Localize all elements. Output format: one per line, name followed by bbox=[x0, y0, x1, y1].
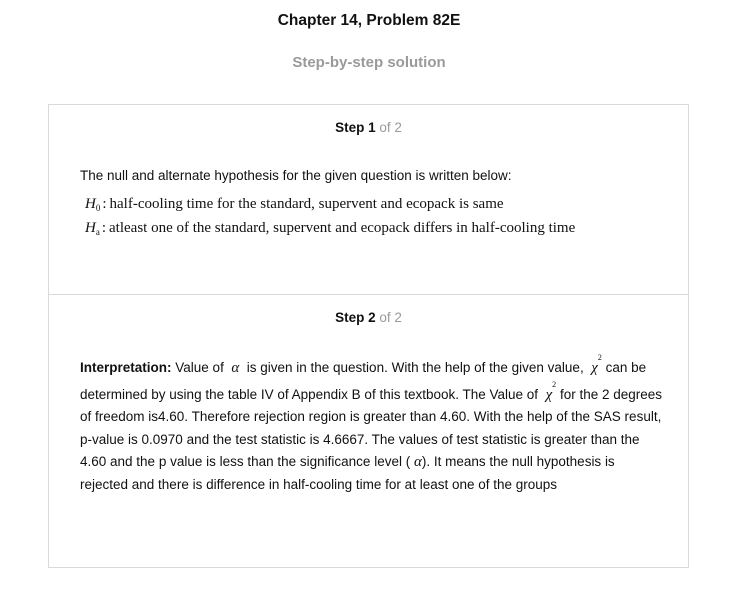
step-header-2 bbox=[49, 310, 688, 325]
alpha-symbol: α bbox=[231, 360, 240, 376]
interp-text-5: ). It means the null hypothesis is rejected and there is difference in half-cooling time for at least one of the groups bbox=[80, 454, 615, 492]
step-label: Step 2 bbox=[335, 310, 376, 325]
interp-text-1: Value of bbox=[175, 360, 224, 375]
ha-subscript: a bbox=[95, 227, 100, 237]
page-title: Chapter 14, Problem 82E bbox=[277, 12, 461, 29]
page-subtitle: Step-by-step solution bbox=[292, 54, 446, 71]
step-label: Step 1 bbox=[335, 120, 376, 135]
null-hypothesis: $H_0$ : half-cooling time for the standard, supervent and ecopack is same bbox=[85, 196, 504, 213]
chi-square-symbol: $\chi^2$ bbox=[545, 379, 557, 403]
ha-symbol: H bbox=[85, 220, 96, 236]
alternate-hypothesis: $H_a$ : atleast one of the standard, supervent and ecopack differs in half-cooling time bbox=[85, 220, 576, 237]
step-card-1 bbox=[48, 104, 689, 295]
step-count: of 2 bbox=[379, 120, 402, 135]
step-count: of 2 bbox=[379, 310, 402, 325]
h0-subscript: 0 bbox=[95, 203, 101, 213]
h0-symbol: H bbox=[85, 196, 96, 212]
step-card-2 bbox=[48, 294, 689, 568]
alpha-symbol: α bbox=[413, 454, 422, 471]
ha-text: atleast one of the standard, supervent and ecopack differs in half-cooling time bbox=[109, 220, 576, 236]
interpretation-paragraph bbox=[80, 353, 665, 497]
interp-text-3: can be determined by using the table IV of Appendix B of this textbook. The Value of bbox=[80, 360, 647, 402]
interpretation-label: Interpretation: bbox=[80, 360, 172, 375]
h0-text: half-cooling time for the standard, supervent and ecopack is same bbox=[109, 196, 504, 212]
chi-square-symbol: $\chi^2$ bbox=[591, 353, 602, 376]
interp-text-2: is given in the question. With the help of the given value, bbox=[246, 360, 584, 375]
interp-text-4: for the 2 degrees of freedom is4.60. Therefore rejection region is greater than 4.60. With the help of the SAS result, p-value is 0.0970 and the test statistic is 4.6667. The values of test statistic is greater than the 4.60 and the p value is less than the significance level ( bbox=[80, 386, 663, 470]
step-header-1 bbox=[49, 120, 688, 135]
step-1-intro: The null and alternate hypothesis for the given question is written below: bbox=[80, 168, 512, 183]
